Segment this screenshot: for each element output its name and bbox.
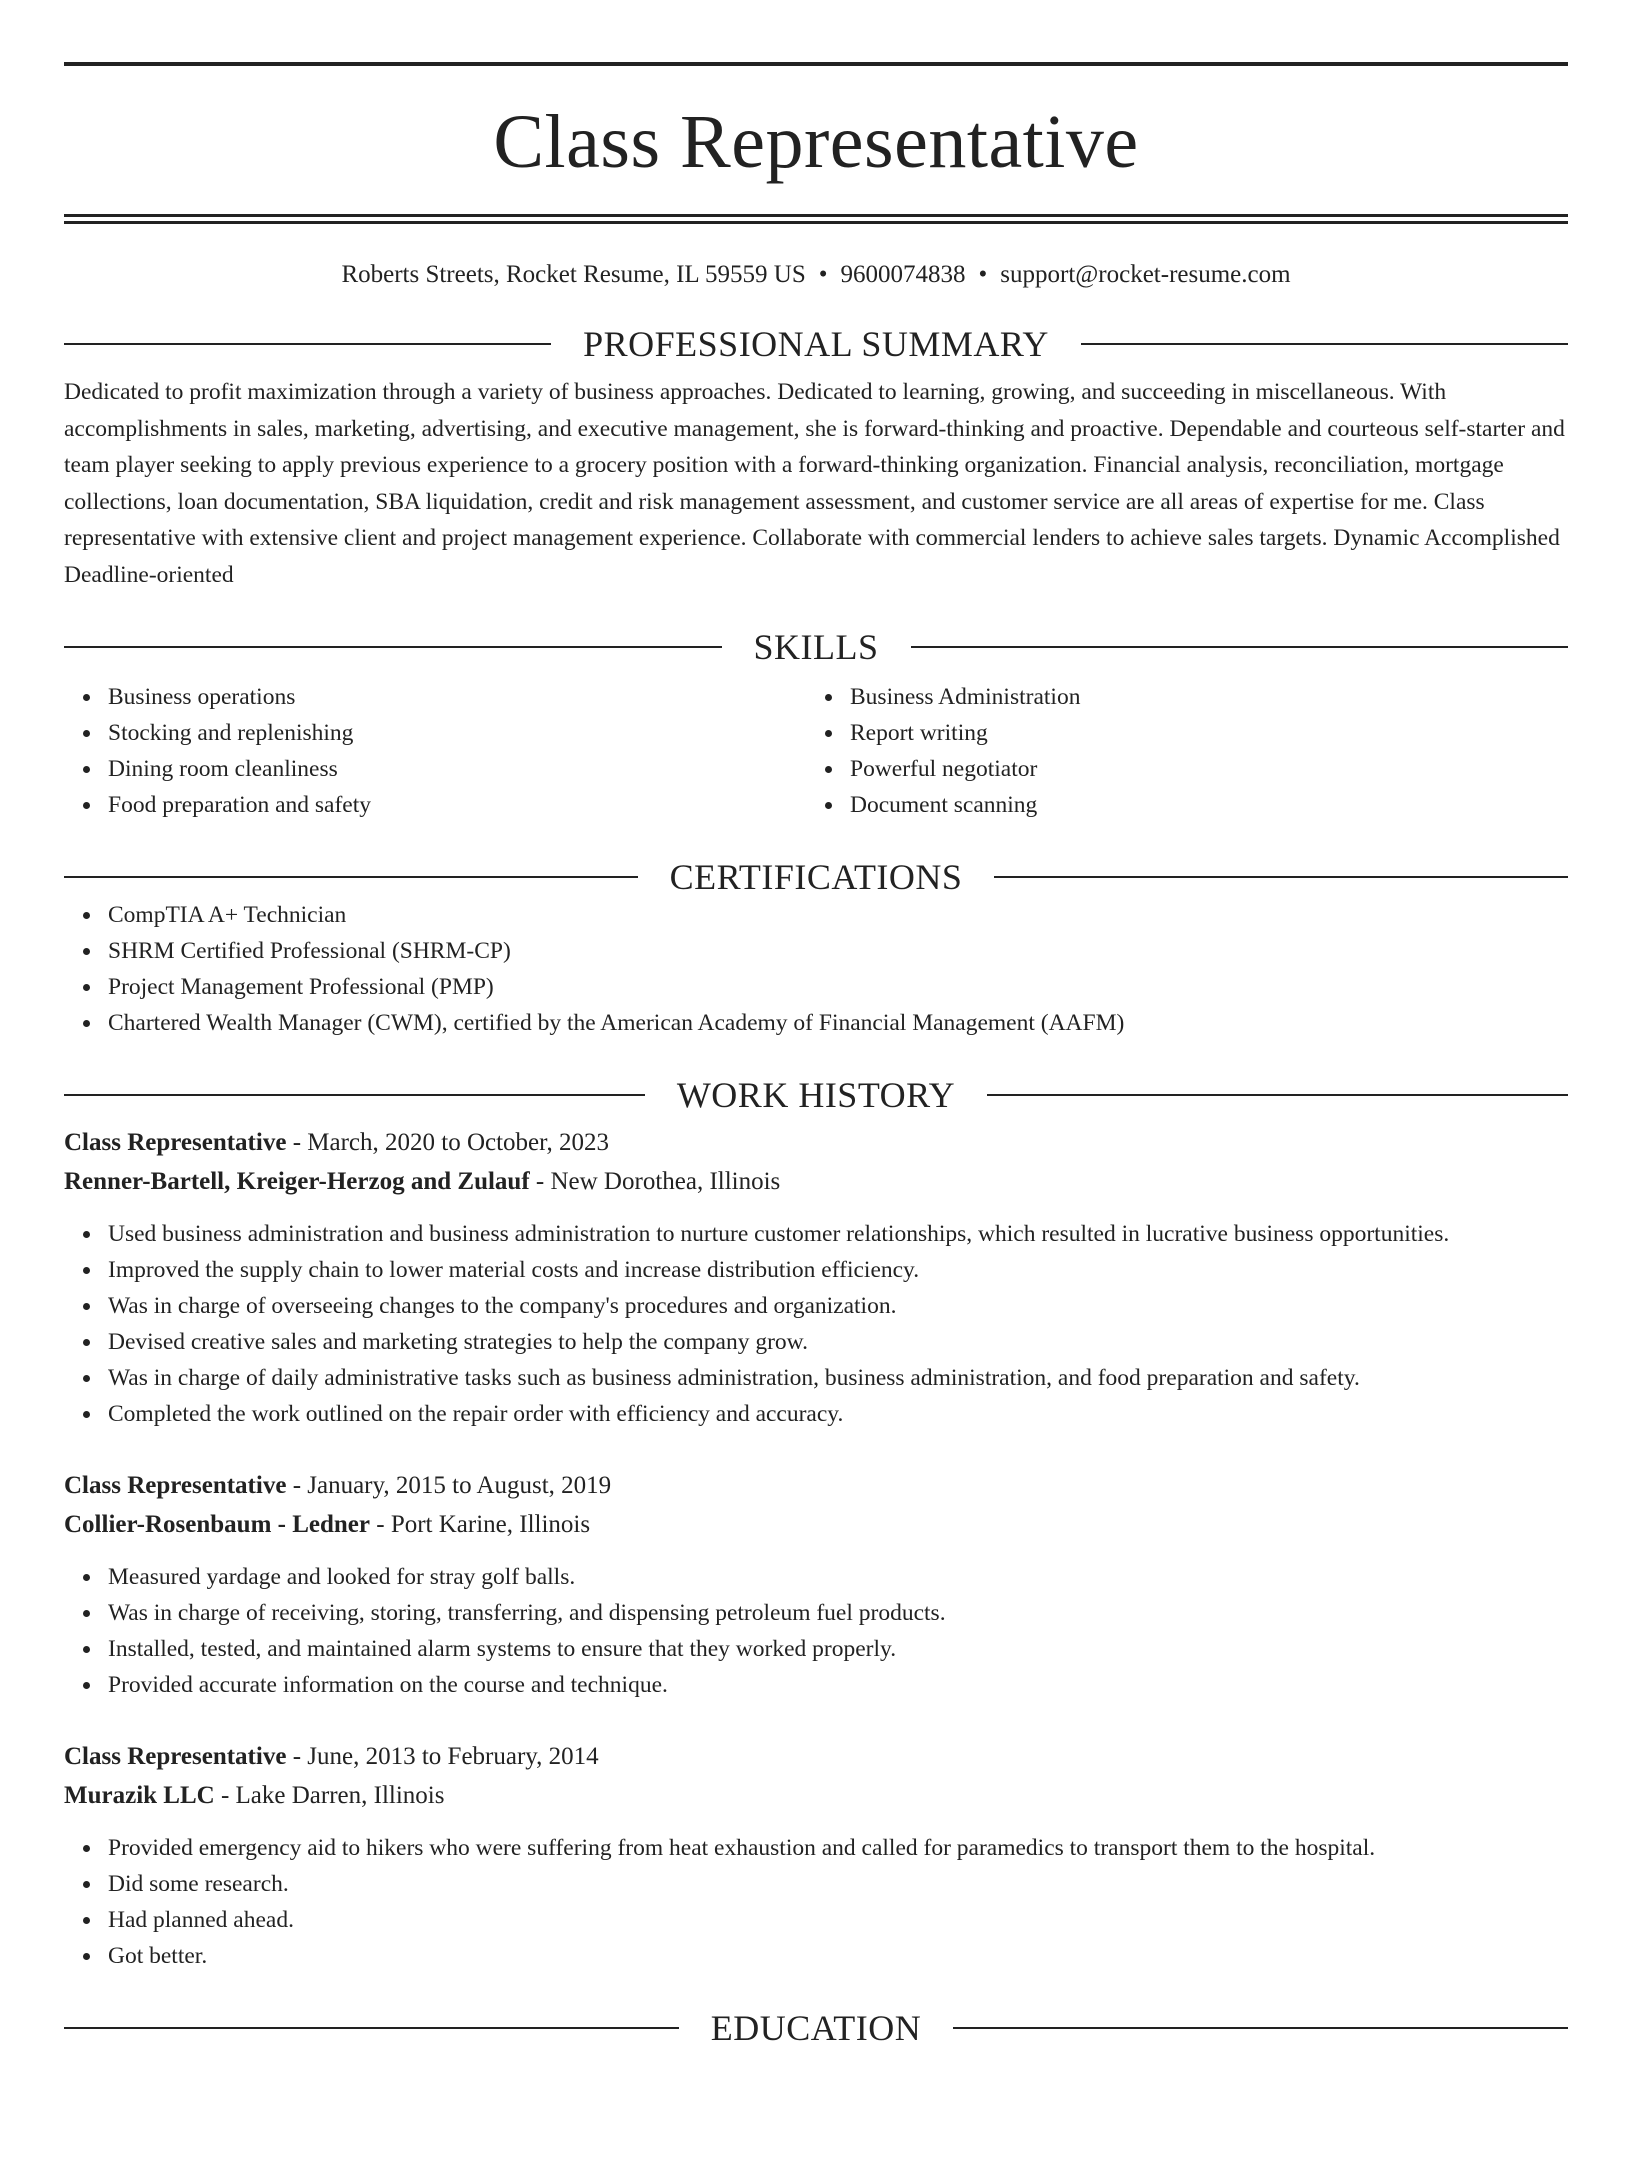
job-duties-list xyxy=(64,1216,1568,1432)
job-entry xyxy=(64,1466,1568,1703)
job-title: Class Representative xyxy=(64,1472,287,1499)
job-duty: Was in charge of receiving, storing, transferring, and dispensing petroleum fuel products. xyxy=(108,1595,1568,1631)
skills-list-left xyxy=(64,679,806,823)
skill-item: Report writing xyxy=(850,715,1568,751)
divider xyxy=(911,646,1569,648)
email: support@rocket-resume.com xyxy=(1000,261,1291,288)
section-heading-certifications xyxy=(64,857,1568,897)
certification-item: CompTIA A+ Technician xyxy=(108,897,1568,933)
divider xyxy=(994,876,1568,878)
skill-item: Dining room cleanliness xyxy=(108,751,806,787)
job-duty: Provided accurate information on the course and technique. xyxy=(108,1667,1568,1703)
job-duty: Completed the work outlined on the repair order with efficiency and accuracy. xyxy=(108,1396,1568,1432)
job-duty: Had planned ahead. xyxy=(108,1902,1568,1938)
top-rule xyxy=(64,62,1568,66)
job-duty: Was in charge of daily administrative tasks such as business administration, business administration, and food preparation and safety. xyxy=(108,1360,1568,1396)
job-duty: Used business administration and business administration to nurture customer relationships, which resulted in lucrative business opportunities. xyxy=(108,1216,1568,1252)
divider xyxy=(64,343,551,345)
section-title: SKILLS xyxy=(753,627,879,667)
job-duty: Provided emergency aid to hikers who were suffering from heat exhaustion and called for paramedics to transport them to the hospital. xyxy=(108,1830,1568,1866)
contact-separator: • xyxy=(978,261,988,288)
contact-separator: • xyxy=(818,261,828,288)
section-title: CERTIFICATIONS xyxy=(669,857,963,897)
skills-list-right xyxy=(806,679,1568,823)
certification-item: Project Management Professional (PMP) xyxy=(108,969,1568,1005)
section-heading-summary xyxy=(64,324,1568,364)
job-duty: Was in charge of overseeing changes to the company's procedures and organization. xyxy=(108,1288,1568,1324)
skill-item: Business Administration xyxy=(850,679,1568,715)
skill-item: Stocking and replenishing xyxy=(108,715,806,751)
section-heading-skills xyxy=(64,627,1568,667)
certifications-list xyxy=(64,897,1568,1041)
job-duties-list xyxy=(64,1830,1568,1974)
divider xyxy=(64,876,638,878)
divider xyxy=(953,2027,1568,2029)
certification-item: SHRM Certified Professional (SHRM-CP) xyxy=(108,933,1568,969)
job-duty: Installed, tested, and maintained alarm systems to ensure that they worked properly. xyxy=(108,1631,1568,1667)
job-company-line xyxy=(64,1776,1568,1815)
skill-item: Food preparation and safety xyxy=(108,787,806,823)
section-title: PROFESSIONAL SUMMARY xyxy=(583,324,1049,364)
section-title: WORK HISTORY xyxy=(676,1075,956,1115)
job-duties-list xyxy=(64,1559,1568,1703)
section-title: EDUCATION xyxy=(710,2008,922,2048)
skill-item: Document scanning xyxy=(850,787,1568,823)
job-dates: - January, 2015 to August, 2019 xyxy=(286,1472,612,1499)
job-title-line xyxy=(64,1466,1568,1505)
job-title: Class Representative xyxy=(64,1129,287,1156)
contact-line xyxy=(64,260,1568,290)
job-location: - Port Karine, Illinois xyxy=(370,1511,591,1538)
job-location: - New Dorothea, Illinois xyxy=(529,1168,781,1195)
job-duty: Did some research. xyxy=(108,1866,1568,1902)
job-company: Renner-Bartell, Kreiger-Herzog and Zulauf xyxy=(64,1168,530,1195)
section-heading-work-history xyxy=(64,1075,1568,1115)
job-company-line xyxy=(64,1162,1568,1201)
job-entry xyxy=(64,1123,1568,1432)
job-company-line xyxy=(64,1505,1568,1544)
job-duty: Devised creative sales and marketing strategies to help the company grow. xyxy=(108,1324,1568,1360)
phone: 9600074838 xyxy=(840,261,966,288)
resume-title: Class Representative xyxy=(493,100,1139,184)
resume-page xyxy=(0,62,1632,2174)
divider xyxy=(64,2027,679,2029)
job-duty: Got better. xyxy=(108,1938,1568,1974)
job-duty: Measured yardage and looked for stray golf balls. xyxy=(108,1559,1568,1595)
address: Roberts Streets, Rocket Resume, IL 59559 US xyxy=(341,261,806,288)
divider xyxy=(1081,343,1568,345)
skills-grid xyxy=(64,679,1568,823)
job-location: - Lake Darren, Illinois xyxy=(214,1782,445,1809)
title-double-rule xyxy=(64,214,1568,224)
divider xyxy=(64,1094,645,1096)
job-company: Collier-Rosenbaum - Ledner xyxy=(64,1511,370,1538)
job-title-line xyxy=(64,1123,1568,1162)
job-title-line xyxy=(64,1737,1568,1776)
certification-item: Chartered Wealth Manager (CWM), certified by the American Academy of Financial Management (AAFM) xyxy=(108,1005,1568,1041)
job-title: Class Representative xyxy=(64,1743,287,1770)
skill-item: Powerful negotiator xyxy=(850,751,1568,787)
summary-text: Dedicated to profit maximization through a variety of business approaches. Dedicated to learning, growing, and succeeding in miscellaneous. With accomplishments in sales, marketing, advertising, and executive management, she is forward-thinking and proactive. Dependable and courteous self-starter and team player seeking to apply previous experience to a grocery position with a forward-thinking organization. Financial analysis, reconciliation, mortgage collections, loan documentation, SBA liquidation, credit and risk management assessment, and customer service are all areas of expertise for me. Class representative with extensive client and project management experience. Collaborate with commercial lenders to achieve sales targets. Dynamic Accomplished Deadline-oriented xyxy=(64,379,1565,588)
divider xyxy=(64,646,722,648)
job-dates: - March, 2020 to October, 2023 xyxy=(286,1129,609,1156)
skill-item: Business operations xyxy=(108,679,806,715)
section-heading-education xyxy=(64,2008,1568,2048)
job-entry xyxy=(64,1737,1568,1974)
divider xyxy=(987,1094,1568,1096)
job-duty: Improved the supply chain to lower material costs and increase distribution efficiency. xyxy=(108,1252,1568,1288)
job-dates: - June, 2013 to February, 2014 xyxy=(286,1743,599,1770)
job-company: Murazik LLC xyxy=(64,1782,215,1809)
